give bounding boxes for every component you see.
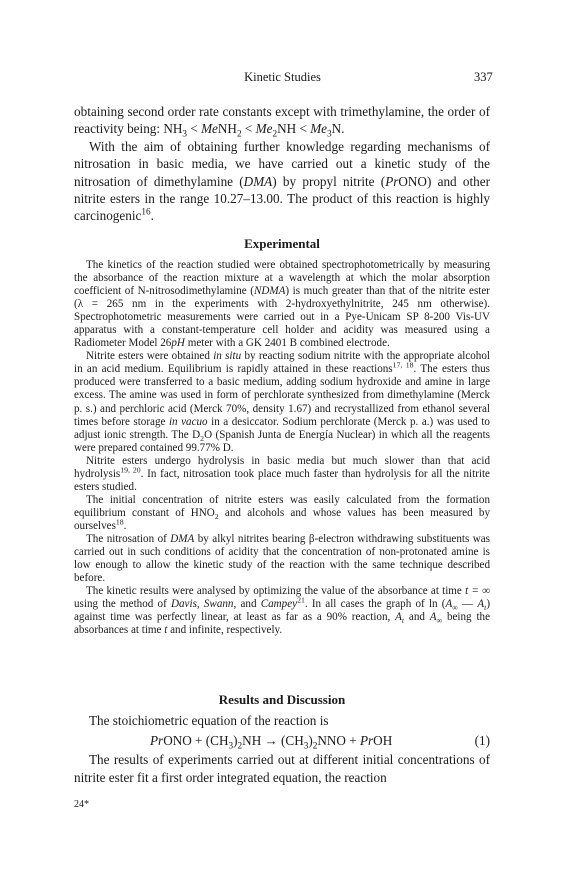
exp-paragraph-2: Nitrite esters were obtained in situ by reacting sodium nitrite with the appropriate alcohol in an acid medium. Equilibrium is rapidly attained in these reactions$^{17, 18}$. The esters thus produced were transferred to a basic medium, adding sodium hydroxide and amine in large excess. The amine was used in form of perchlorate synthesized from dimethylamine (Merck p. s.) and perchloric acid (Merck 70%, density 1.67) and recrystallized from ethanol several times before storage in vacuo in a desiccator. Sodium perchlorate (Merck p. a.) was used to adjust ionic strength. The $D_2O$ (Spanish Junta de Energía Nuclear) in which all the reagents were prepared contained 99.77% D. — [74, 350, 490, 454]
intro-paragraph-2: With the aim of obtaining further knowledge regarding mechanisms of nitrosation in basic media, we have carried out a kinetic study of the nitrosation of dimethylamine (DMA) by propyl nitrite (PrONO) and other nitrite esters in the range 10.27–13.00. The product of this reaction is highly carcinogenic$^{16}$. — [74, 138, 490, 224]
signature-mark: 24* — [74, 799, 89, 810]
exp-paragraph-3: Nitrite esters undergo hydrolysis in basic media but much slower than that acid hydrolysis$^{19, 20}$. In fact, nitrosation took place much faster than hydrolysis for all the nitrite esters studied. — [74, 454, 490, 493]
exp-paragraph-6: The kinetic results were analysed by optimizing the value of the absorbance at time t = ∞ using the method of Davis, Swann, and Campey$^{21}$. In all cases the graph of $\ln (A_\infty$ — $A_t$) against time was perfectly linear, at least as far as a 90% reaction, $A_t$ and $A_\infty$ being the absorbances at time t and infinite, respectively. — [74, 585, 491, 637]
page-number: 337 — [474, 70, 493, 84]
intro-text — [74, 103, 490, 225]
equation-1 — [74, 730, 490, 751]
exp-paragraph-4: The initial concentration of nitrite esters was easily calculated from the formation equilibrium constant of $HNO_2$ and alcohols and whose values has been measured by ourselves$^{18}$. — [74, 493, 490, 532]
section-heading-results: Results and Discussion — [218, 692, 346, 707]
results-paragraph-2: The results of experiments carried out at different initial concentrations of nitrite ester fit a first order integrated equation, the reaction — [74, 752, 490, 785]
results-paragraph-1: The stoichiometric equation of the reaction is — [89, 713, 329, 728]
experimental-text — [74, 259, 490, 637]
results-text — [74, 712, 490, 787]
running-title: Kinetic Studies — [244, 70, 321, 84]
section-heading-experimental: Experimental — [244, 236, 320, 251]
equation-text: PrONO + $(CH_3)_2NH \to (CH_3)_2NNO$ + PrOH — [150, 733, 393, 751]
equation-number: (1) — [474, 733, 490, 748]
intro-paragraph-1: obtaining second order rate constants except with trimethylamine, the order of reactivity being: $NH_3$ < MeNH$_2$ < $Me_2NH < Me_3N$. — [74, 104, 490, 140]
exp-paragraph-5: The nitrosation of DMA by alkyl nitrites bearing β-electron withdrawing substituents was carried out in such conditions of acidity that the concentration of non-protonated amine is low enough to allow the kinetic study of the reaction with the same technique described before. — [74, 532, 490, 585]
exp-paragraph-1: The kinetics of the reaction studied were obtained spectrophotometrically by measuring the absorbance of the reaction mixture at a wavelength at which the molar absorption coefficient of N-nitrosodimethylamine (NDMA) is much greater than that of the nitrite ester (λ = 265 nm in the experiments with 2-hydroxyethylnitrite, 245 nm otherwise). Spectrophotometric measurements were carried out in a Pye-Unicam SP 8-200 Vis-UV apparatus with a constant-temperature cell holder and acidity was measured using a Radiometer Model 26pH meter with a GK 2401 B combined electrode. — [74, 259, 490, 350]
